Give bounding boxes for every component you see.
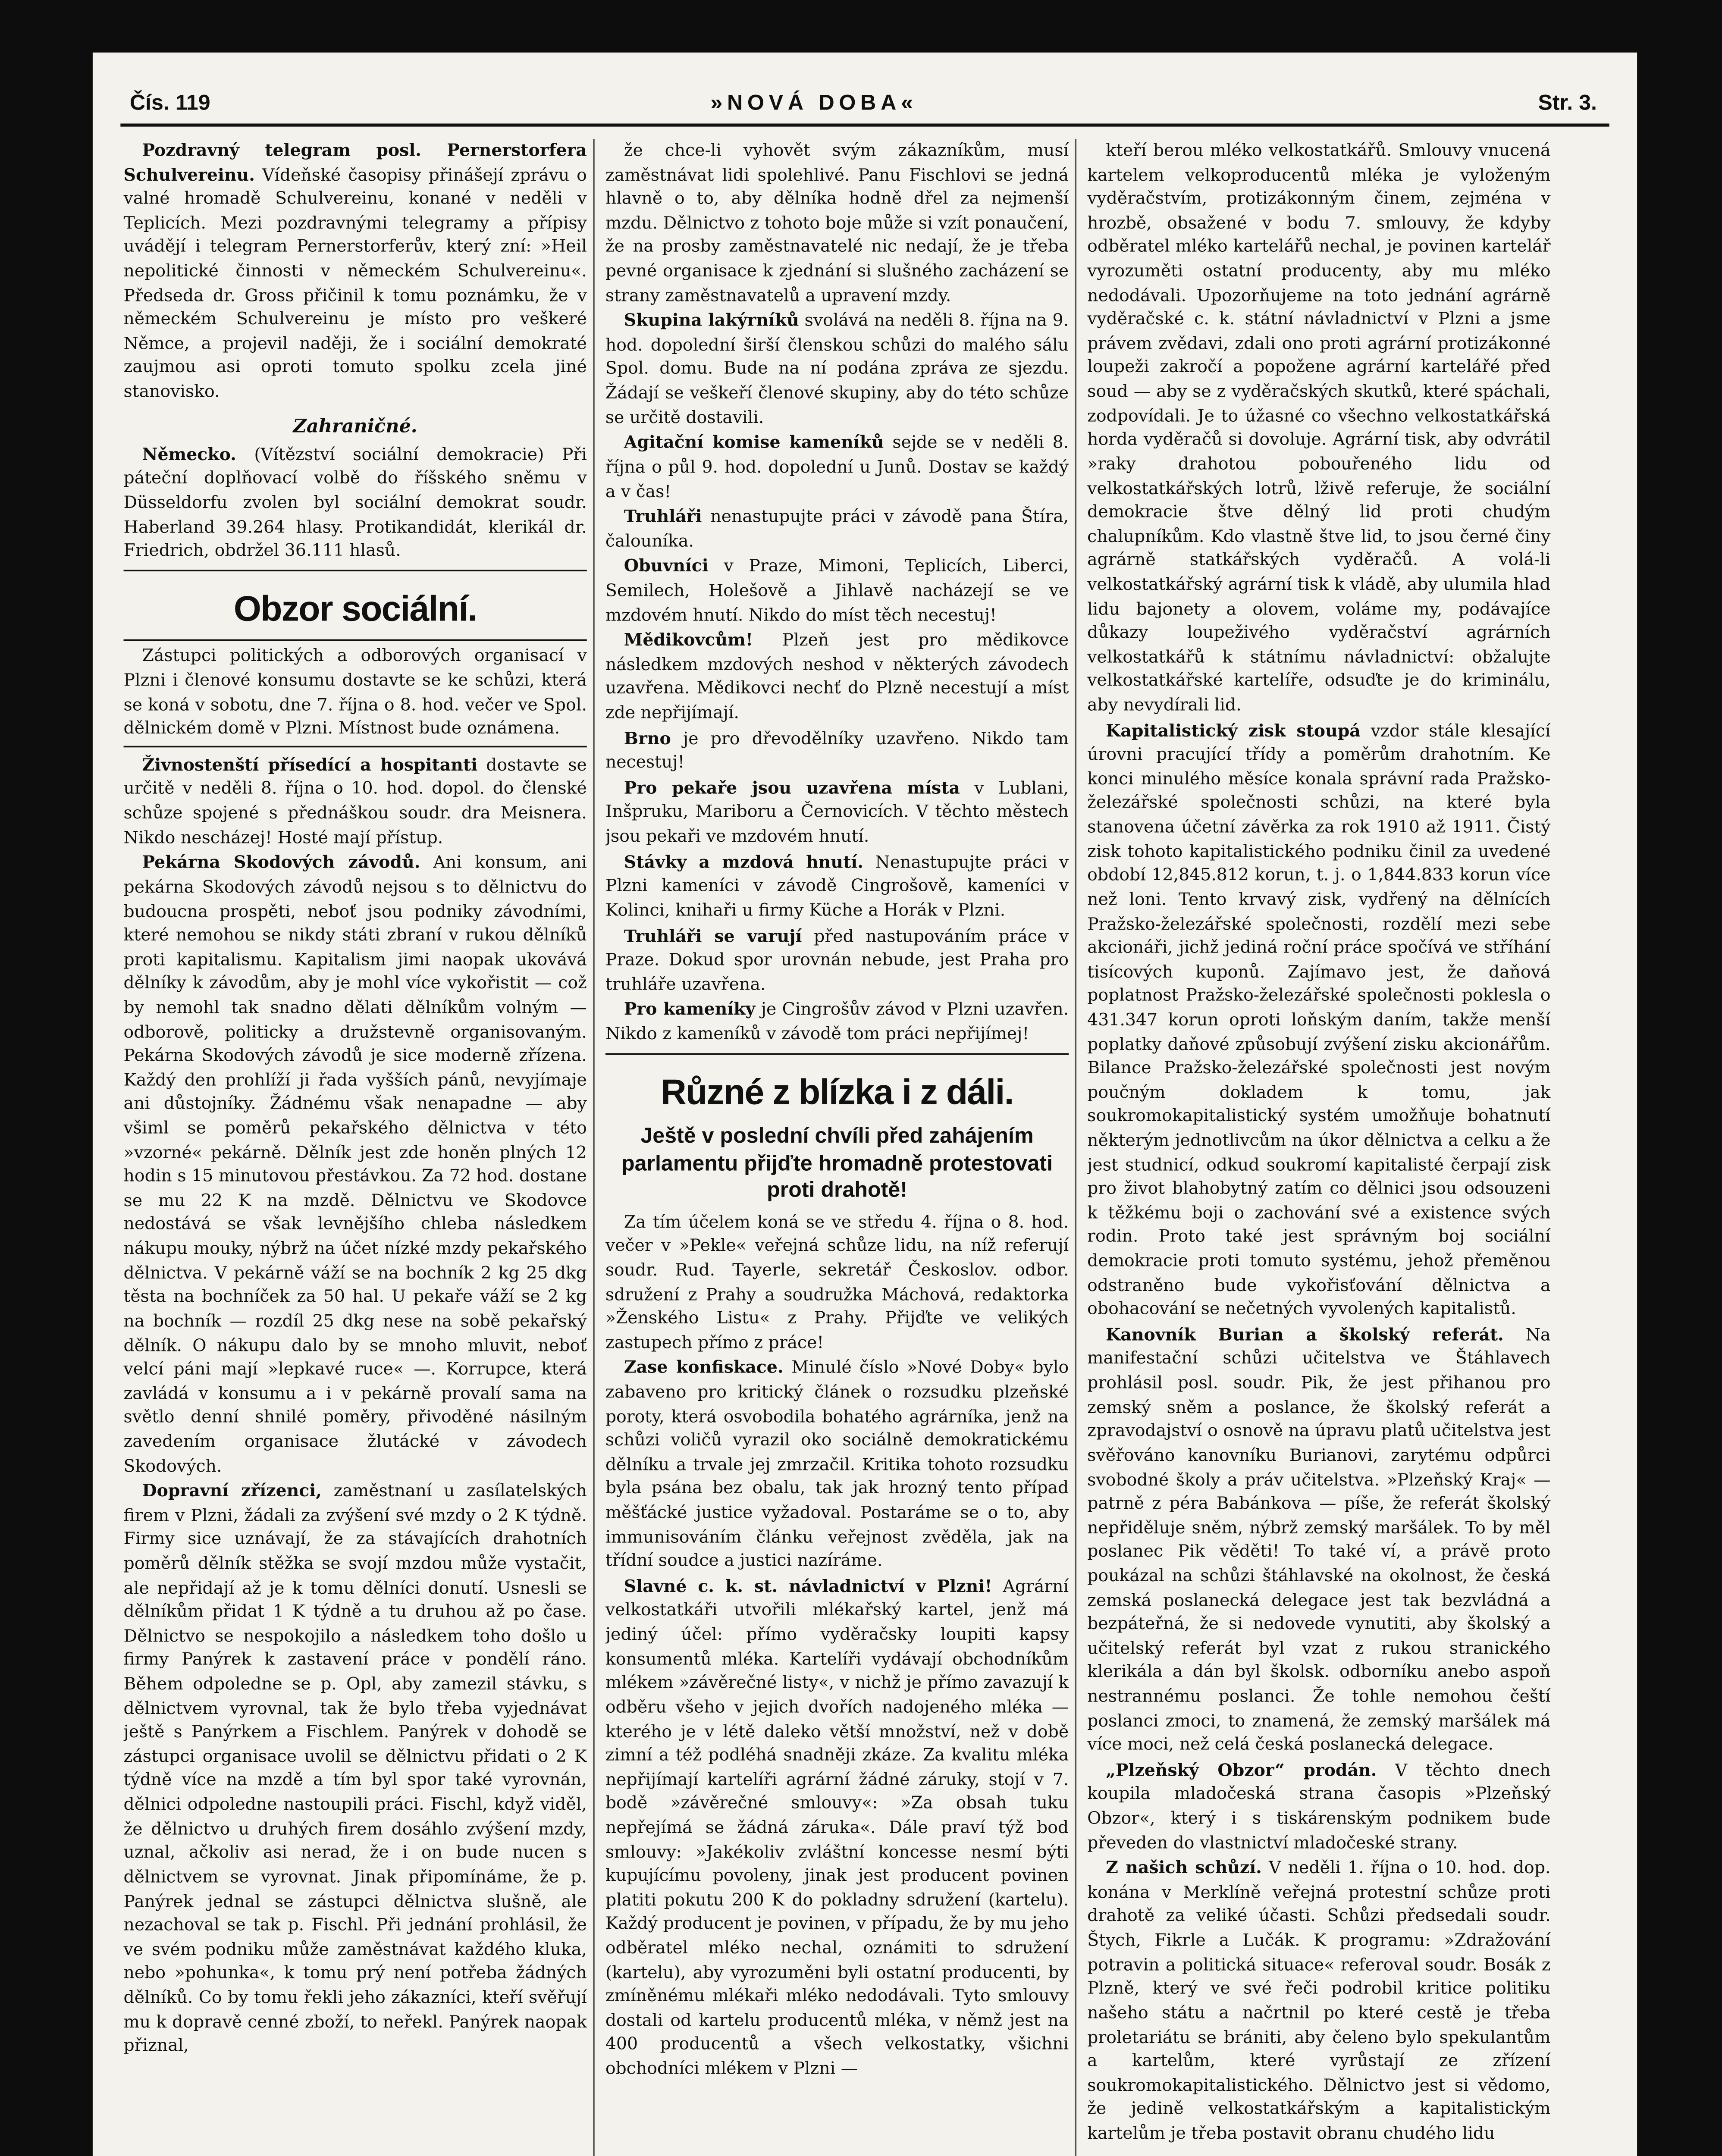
article-headline: Stávky a mzdová hnutí. <box>624 852 864 872</box>
article-headline: Kapitalistický zisk stoupá <box>1106 721 1361 741</box>
article-headline: Mědikovcům! <box>624 630 753 651</box>
article-headline: Německo. <box>142 444 236 464</box>
article-body: svolává na neděli 8. října na 9. hod. dopolední širší členskou schůzi do malého sálu Spol. domu. Bude na ní podána zpráva ze sjezdu. Žádají se veškeří členové skupiny, aby do této schůze se určitě dostavili. <box>605 310 1069 427</box>
article-body: sejde se v neděli 8. října o půl 9. hod. dopolední u Junů. Dostav se každý a v čas! <box>605 432 1069 501</box>
article-body: Agrární velkostatkáři utvořili mlékařský kartel, jenž má jediný účel: přímo vyděračsky loupiti kapsy konsumentů mléka. Kartelíři vydávají obchodníkům mlékem »závěrečné listy«, v nichž je přímo zavazují k odběru všeho v jejich dvořích nadojeného mléka — kterého je v létě daleko větší množství, než v době zimní a též podléhá snadněji zkáze. Za kvalitu mléka nepřijímají kartelíři agrární žádné záruky, stojí v 7. bodě »závěrečné smlouvy«: »Za obsah tuku nepřejímá se žádná záruka«. Dále praví týž bod smlouvy: »Jakékoliv zvláštní koncesse nesmí býti kupujícímu povoleny, jinak jest producent povinen platiti pokutu 200 K do pokladny sdružení (kartelu). Každý producent je povinen, v případu, že by mu jeho odběratel mléko nechal, oznámiti to sdružení (kartelu), aby vyrozuměni byli ostatní producenti, by zmíněnému mlékaři mléko nedodávali. Tyto smlouvy dostali od kartelu producentů mléka, v němž jest na 400 producentů a všech velkostatky, všichni obchodníci mlékem v Plzni — <box>605 1576 1069 2079</box>
article-headline: Skupina lakýrníků <box>624 310 799 331</box>
article-body: dostavte se určitě v neděli 8. října o 10. hod. dopol. do členské schůze spojené s přednáškou soudr. dra Meisnera. Nikdo nescházej! Hosté mají přístup. <box>123 755 587 848</box>
article <box>605 505 1069 554</box>
article-headline: Z našich schůzí. <box>1106 1858 1262 1878</box>
article <box>1087 719 1550 1322</box>
column-divider <box>593 139 595 2156</box>
article-body: že chce-li vyhovět svým zákazníkům, musí zaměstnávat lidi spolehlivé. Panu Fischlovi se jedná hlavně o to, aby dělníka hodně dřel za nejmenší mzdu. Dělnictvo z tohoto boje může si vzít ponaučení, že na prosby zaměstnavatelé nic nedají, že je třeba pevné organisace k zjednání si slušného zacházení se strany zaměstnavatelů a upravení mzdy. <box>605 140 1069 305</box>
article-body: V neděli 1. října o 10. hod. dop. konána v Merklíně veřejná protestní schůze proti drahotě za veliké účasti. Schůzi předsedali soudr. Štych, Fikrle a Lučák. K programu: »Zdražování potravin a politická situace« referoval soudr. Bosák z Plzně, který ve své řeči podrobil kritice politiku našeho státu a načrtnil po které cestě je třeba proletariátu se brániti, aby čeleno bylo spekulantům a kartelům, které vyrůstají ze zřízení soukromokapitalistického. Dělnictvo jest si vědomo, že jedině velkostatkářským a kapitalistickým kartelům je třeba postavit obranu chudého lidu <box>1087 1858 1551 2143</box>
article <box>605 629 1069 725</box>
article-headline: Dopravní zřízenci, <box>142 1481 322 1501</box>
article-headline: Slavné c. k. st. návladnictví v Plzni! <box>624 1576 992 1597</box>
article-body: Nenastupujte práci v Plzni kameníci v závodě Cingrošově, kameníci v Kolinci, knihaři u firmy Küche a Horák v Plzni. <box>605 852 1069 921</box>
article <box>123 753 587 850</box>
divider <box>605 1053 1069 1054</box>
article-body: V těchto dnech koupila mladočeská strana časopis »Plzeňský Obzor«, který i s tiskárenským podnikem bude převeden do vlastnictví mladočeské strany. <box>1087 1760 1551 1853</box>
article-body: (Vítězství sociální demokracie) Při páteční doplňovací volbě do říšského sněmu v Düsseldorfu zvolen byl sociální demokrat soudr. Haberland 39.264 hlasy. Protikandidát, klerikál dr. Friedrich, obdržel 36.111 hlasů. <box>123 444 587 561</box>
article-headline: Pro pekaře jsou uzavřena místa <box>624 778 960 798</box>
divider <box>123 570 587 571</box>
article <box>605 777 1069 849</box>
article <box>605 1575 1069 2081</box>
article <box>605 309 1069 430</box>
issue-number: Čís. 119 <box>129 89 210 115</box>
article <box>605 998 1069 1047</box>
page-header <box>123 90 1606 124</box>
article <box>605 924 1069 997</box>
section-subtitle: Zahraničné. <box>293 415 417 437</box>
article-body: Plzeň jest pro mědikovce následkem mzdových neshod v některých závodech uzavřena. Mědikovci nechť do Plzně necestují a míst zde nepřijímají. <box>605 630 1069 723</box>
section-title: Různé z blízka i z dáli. <box>661 1071 1013 1111</box>
article-headline: Obuvníci <box>624 556 709 577</box>
article-body: je pro dřevodělníky uzavřeno. Nikdo tam necestuj! <box>605 728 1069 773</box>
header-rule <box>120 123 1609 126</box>
article-headline: Pozdravný telegram posl. Pernerstorfera Schulvereinu. <box>123 140 587 185</box>
article-body: v Praze, Mimoni, Teplicích, Liberci, Semilech, Holešově a Jihlavě nacházejí se ve mzdovém hnutí. Nikdo do míst těch necestuj! <box>605 556 1069 625</box>
article-body: před nastupováním práce v Praze. Dokud spor urovnán nebude, jest Praha pro truhláře uzavřena. <box>605 925 1069 994</box>
article-body: je Cingrošův závod v Plzni uzavřen. Nikdo z kameníků v závodě tom práci nepřijímej! <box>605 1000 1069 1044</box>
page-number: Str. 3. <box>1538 89 1597 115</box>
article <box>123 443 587 564</box>
article-headline: Kanovník Burian a školský referát. <box>1106 1325 1504 1345</box>
article-body: v Lublani, Inšpruku, Mariboru a Černovicích. V těchto městech jsou pekaři ve mzdovém hnutí. <box>605 778 1069 846</box>
section-title: Obzor sociální. <box>233 588 477 628</box>
article-body: Na manifestační schůzi učitelstva ve Štáhlavech prohlásil posl. soudr. Pik, že jest přihanou pro zemský sněm a poslance, že školský referát a zpravodajství o osnově na úpravu platů učitelstva jest svěřováno kanovníku Burianovi, zarytému odpůrci svobodné školy a práv učitelstva. »Plzeňský Kraj« — patrně z péra Babánkova — píše, že referát školský nepřiděluje sněm, nýbrž zemský maršálek. To by měl poslanec Pik věděti! To také ví, a právě proto poukázal na schůzi štáhlavské na okolnost, že česká zemská poslanecká delegace jest tak bezvládná a bezpáteřná, že si nedovede vynutiti, aby školský a učitelský referát byl vzat z rukou stranického klerikála a dán byl školsk. odborníku anebo aspoň nestrannému poslanci. Že tohle nemohou čeští poslanci zmoci, to znamená, že zemský maršálek má více moci, než celá česká poslanecká delegace. <box>1087 1325 1551 1755</box>
article-headline: Živnostenští přísedící a hospitanti <box>142 755 478 775</box>
column-left <box>123 139 587 2156</box>
article-headline: Pro kameníky <box>624 1000 756 1020</box>
newspaper-page <box>93 53 1637 2156</box>
article-body: Minulé číslo »Nové Doby« bylo zabaveno pro kritický článek o rozsudku plzeňské poroty, která osvobodila bohatého agrárníka, jenž na schůzi voličů vyrazil oko sociálně demokratickému dělníku a trvale jej zmrzačil. Kritika tohoto rozsudku byla psána bez obalu, tak jak hrozný tento případ měšťácké justice vyžadoval. Postaráme se o to, aby immunisováním článku veřejnost zvěděla, jak na třídní soudce a justici nazíráme. <box>605 1358 1069 1571</box>
article-body: zaměstnaní u zasílatelských firem v Plzni, žádali za zvýšení své mzdy o 2 K týdně. Firmy sice uznávají, že za stávajících drahotních poměrů dělník stěžka se svojí mzdou může vystačit, ale nepřidají až je k tomu dělníci donutí. Usnesli se dělníkům přidat 1 K týdně a tu druhou až po čase. Dělnictvo se nespokojilo a následkem toho došlo u firmy Panýrek k zastavení práce v pondělí ráno. Během odpoledne se p. Opl, aby zamezil stávku, s dělnictvem vyrovnal, tak že bylo třeba vyjednávat ještě s Panýrkem a Fischlem. Panýrek v dohodě se zástupci organisace uvolil se dělnictvu přidati o 2 K týdně více na mzdě a tím byl spor také vyrovnán, dělnici odpoledne nastoupili práci. Fischl, když viděl, že dělnictvo u druhých firem dosáhlo zvýšení mzdy, uznal, ačkoliv asi nerad, že i on bude nucen s dělnictvem se vyrovnat. Jinak připomínáme, že p. Panýrek jednal se zástupci dělnictva slušně, ale nezachoval se tak p. Fischl. Při jednání prohlásil, že ve svém podniku může zaměstnávat každého kluka, nebo »pohunka«, k tomu prý není potřeba žádných dělníků. Co by tomu řekli jeho zákazníci, kteří svěřují mu k dopravě cenné zboží, to neřekl. Panýrek naopak přiznal, <box>123 1481 587 2056</box>
article <box>123 1479 587 2058</box>
article <box>605 1357 1069 1573</box>
article-body: Za tím účelem koná se ve středu 4. října o 8. hod. večer v »Pekle« veřejná schůze lidu, na níž referují soudr. Rud. Tayerle, sekretář Českoslov. odbor. sdružení z Prahy a soudružka Máchová, redaktorka »Ženského Listu« z Prahy. Přijďte ve velikých zastupech přímo z práce! <box>605 1212 1069 1353</box>
protest-appeal: Ještě v poslední chvíli před zahájením parlamentu přijďte hromadně protestovati proti drahotě! <box>621 1123 1053 1202</box>
article-body: vzdor stále klesající úrovni pracující třídy a poměrům drahotním. Ke konci minulého měsíce konala správní rada Pražsko-železářské společnosti schůzi, na které byla stanovena účetní závěrka za rok 1910 až 1911. Čistý zisk tohoto kapitalistického podniku činil za uvedené období 12,845.812 korun, t. j. o 1,844.833 korun více než loni. Tento krvavý zisk, vydřený na dělnících Pražsko-železářské společnosti, rozdělí mezi sebe akcionáři, jichž jediná roční práce spočívá ve stříhání tisícových kuponů. Zajímavo jest, že daňová poplatnost Pražsko-železářské společnosti poklesla o 431.347 korun oproti loňským daním, takže menší poplatky daňové způsobují zvýšení zisku akcionářům. Bilance Pražsko-železářské společnosti jest novým poučným dokladem k tomu, jak soukromokapitalistický systém umožňuje bohatnutí některým jednotlivcům na úkor dělnictva a celku a že jest studnicí, odkud soukromí kapitalisté čerpají zisk pro život blahobytný zatím co dělnici jsou odsouzeni k těžkému boji o zachování své a existence svých rodin. Proto také jest správným boj sociální demokracie proti tomuto systému, jehož přeměnou odstraněno bude vykořisťování dělnictva a obohacování se nečetných vyvolených kapitalistů. <box>1087 721 1551 1319</box>
article-headline: Brno <box>624 728 671 749</box>
newspaper-title: »NOVÁ DOBA« <box>710 89 918 115</box>
article-body: Vídeňské časopisy přinášejí zprávu o valné hromadě Schulvereinu, konané v neděli v Teplicích. Mezi pozdravnými telegramy a přípisy uvádějí i telegram Pernerstorferův, který zní: »Heil nepolitické činnosti v německém Schulvereinu«. Předseda dr. Gross přičinil k tomu poznámku, že v německém Schulvereinu je místo pro veškeré Němce, a projevil naději, že i sociální demokraté zaujmou asi oproti tomuto spolku zcela jiné stanovisko. <box>123 164 587 402</box>
article-headline: Zase konfiskace. <box>624 1358 784 1378</box>
article <box>605 431 1069 504</box>
column-middle <box>605 139 1069 2156</box>
article <box>605 555 1069 627</box>
article <box>123 851 587 1478</box>
article-body: nenastupujte práci v závodě pana Štíra, čalouníka. <box>605 507 1069 551</box>
article-body: Ani konsum, ani pekárna Skodových závodů nejsou s to dělnictvu do budoucna prospěti, neboť jsou podniky závodními, které nemohou se nikdy státi zbraní v rukou dělníků proti kapitalismu. Kapitalism jimi naopak ukovává dělníky k závodům, aby je mohl více vykořistit — což by nemohl tak snadno dělati dělníkům volným — odborově, politicky a družstevně organisovaným. Pekárna Skodových závodů je sice moderně zřízena. Každý den prohlíží ji řada vyšších pánů, nevyjímaje ani důstojníky. Žádnému však nenapadne — aby všiml se poměrů pekařského dělnictva v této »vzorné« pekárně. Dělník jest zde honěn plných 12 hodin s 15 minutovou přestávkou. Za 72 hod. dostane se mu 22 K na mzdě. Dělnictvu ve Skodovce nedostává se však levnějšího chleba následkem nákupu mouky, nýbrž na účet nízké mzdy pekařského dělnictva. V pekárně váží se na bochník 2 kg 25 dkg těsta na bochníček za 50 hal. U pekaře váží se 2 kg na bochník — rozdíl 25 dkg nese na sobě pekařský dělník. O nákupu dalo by se mnoho mluvit, neboť velcí páni mají »lepkavé ruce« —. Korrupce, která zavládá v konsumu a i v pekárně provalí sama na světlo denní shnilé poměry, přivoděné násilným zavedením organisace žlutácké v závodech Skodových. <box>123 852 587 1476</box>
article <box>123 139 587 404</box>
column-divider <box>1075 139 1077 2156</box>
article <box>605 850 1069 923</box>
notice-text: Zástupci politických a odborových organisací v Plzni i členové konsumu dostavte se ke schůzi, která se koná v sobotu, dne 7. října o 8. hod. večer ve Spol. dělnickém domě v Plzni. Místnost bude oznámena. <box>123 646 587 739</box>
article <box>1087 1857 1550 2146</box>
article-headline: „Plzeňský Obzor“ prodán. <box>1106 1760 1377 1780</box>
article <box>605 727 1069 775</box>
article-headline: Truhláři <box>624 507 702 527</box>
notice-box <box>123 640 587 747</box>
article-headline: Pekárna Skodových závodů. <box>142 852 420 873</box>
article-headline: Truhláři se varují <box>624 925 802 946</box>
column-right <box>1087 139 1550 2156</box>
article <box>1087 1323 1550 1757</box>
article-body: kteří berou mléko velkostatkářů. Smlouvy vnucená kartelem velkoproducentů mléka je vyloženým vyděračstvím, protizákonným činem, zejména v hrozbě, obsažené v bodu 7. smlouvy, že kdyby odběratel mléko kartelářů nechal, je povinen kartelář vyrozuměti ostatní producenty, aby mu mléko nedodávali. Upozorňujeme na toto jednání agrárně vyděračské c. k. státní návladnictví v Plzni a jsme právem zvědavi, zdali ono proti agrární protizákonné loupeži zakročí a popožene agrární kartelářé před soud — aby se z vyděračských skutků, které spáchali, zodpovídali. Je to úžasné co všechno velkostatkářská horda vyděračů si dovoluje. Agrární tisk, aby odvrátil »raky drahotou pobouřeného lidu od velkostatkářských lotrů, lživě referuje, že sociální demokracie štve dělný lid proti chudým chalupníkům. Kdo vlastně štve lid, to jsou černé činy agrárně statkářských vyděračů. A volá-li velkostatkářský agrární tisk k vládě, aby ulumila hlad lidu bajonety a olovem, voláme my, podávajíce důkazy loupeživého vyděračství agrárních velkostatkářů k státnímu návladnictví: obžalujte velkostatkářské kartelíře, odsuďte je do kriminálu, aby nevydírali lid. <box>1087 140 1551 715</box>
article <box>1087 1758 1550 1855</box>
article-headline: Agitační komise kameníků <box>624 432 884 453</box>
